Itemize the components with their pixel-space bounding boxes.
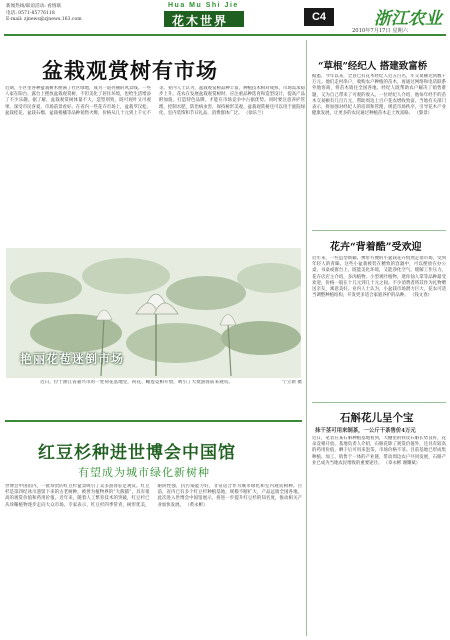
contact-line-3: E-mail: zjnews@zjnews.163.com [6,17,82,22]
paper-name: 浙江农业 [374,9,442,29]
masthead-rule [4,34,446,36]
section-title: 花木世界 [172,14,229,28]
photo-credit: 宁立新 摄 [282,380,302,385]
photo-caption [40,380,302,400]
right-bottom-headline: 石斛花儿呈个宝 [340,412,414,424]
right-divider-1 [312,230,446,231]
bottom-article-rule [5,420,302,422]
right-top-headline: “草根”经纪人 搭建致富桥 [318,61,428,72]
right-top-body [312,74,446,226]
right-mid-credit: （钱文春） [410,293,432,299]
section-pinyin: Hua Mu Shi Jie [168,2,239,9]
bottom-subhead: 有望成为城市绿化新树种 [78,466,210,479]
right-top-text: 据悉，今年以来，全县已有花木经纪人近五百名，年交易额达到数千万元。他们走村串户，收购农户种植的苗木，再通过网络和电话联系外地客商，将苗木销往全国各地。经纪人既帮助农户解决了销售难题，又为自己带来了可观的收入。一位经纪人介绍，他每年经手的苗木交易额有几百万元，帮助周边上百户花农增收致富。当地有关部门表示，将加强对经纪人的培训和管理，规范市场秩序，引导花木产业健康发展，让更多的农民通过种植苗木走上致富路。 [312,74,446,117]
bottom-article-credit: （黄永彬） [185,502,208,508]
page-code: C4 [304,8,334,26]
photo-caption-text: 近日，位于浙江省嘉兴市的一处荷花基地里，荷花、睡莲竞相开放，吸引了大批游客前来观赏。 [40,380,233,385]
date-line: 2010年7月17日 星期六 [352,28,408,34]
main-article-credit: （徐乐兰） [243,110,266,116]
contact-line-2: 电话: 0571-85776118 [6,11,55,16]
right-bottom-text: 近日，笔者在某石斛种植基地看到，大棚里的铁皮石斛长势良好，花朵竞相开放。基地负责人介绍，石斛花除了观赏价值外，还具有较高的药用价值，晒干后可用来泡茶，市场价格不菲。目前基地已形成集种植、加工、销售于一体的产业链，带动周边农户共同发展，石斛产业已成为当地农民增收的重要途径。 [312,436,446,466]
right-bottom-credit: （章永彬 谢耀斌） [383,460,421,466]
bottom-article-body [5,484,302,634]
bottom-headline: 红豆杉种进世博会中国馆 [38,443,236,463]
column-rule [306,40,307,636]
right-top-credit: （黎景） [414,111,432,117]
right-bottom-subhead: 抹干茎可用来制茶，一公斤干茶售价4万元 [315,428,416,434]
right-mid-body [312,256,446,396]
main-headline: 盆栽观赏树有市场 [42,58,218,83]
main-article-text: 近期，小区里各种盆栽树木摆满了社区绿地，成为一道亮丽的风景线。一些人家在阳台、露台上摆放盆栽观赏树，不但美化了居住环境，也给生活增添了不少乐趣。据了解，盆栽观赏树体量不大，造型别致，既可观叶又可观果，深受市民喜爱，市场前景看好。在省内一些花卉市场上，盆栽罗汉松、盆栽桂花、盆栽石榴、盆栽柑橘等品种销售火爆，价格从几十元到上千元不等。业内人士认为，盆栽观赏树品种丰富，种植技术相对成熟，市场需求稳步上升。花农在发展盆栽观赏树时，应注重品种选育和造型设计，提高产品附加值，打造特色品牌，才能在市场竞争中占据优势。同时要注意养护管理，控制水肥，防治病虫害，保持树形美观。盆栽观赏树还可以用于庭院绿化、室内装饰和节日礼品，消费群体广泛。 [5,86,305,116]
masthead [0,0,450,42]
right-mid-text: 近年来，一些造型新颖、携带方便的小盆栽花卉悄然走俏市场，受到年轻人的青睐。这些小盆栽被装在精致的容器中，可以摆放在办公桌、书桌或窗台上，既能美化环境，又能净化空气，缓解工作压力。花卉店店主介绍，多肉植物、小型观叶植物、迷你仙人掌等品种最受欢迎，价格一般在十几元到几十元之间。不少消费者将其作为礼物赠送亲友，寓意美好。业内人士认为，小盆栽市场潜力巨大，花农可适当调整种植结构，开发更多适合家庭养护的品种。 [312,256,446,299]
right-bottom-body [312,436,446,634]
right-divider-2 [312,402,446,403]
bottom-article-text: 世博会中国馆内，一批珍贵的红豆杉盆景吸引了众多游客驻足观赏。红豆杉是第四纪冰川遗留下来的古老树种，被誉为植物界的“大熊猫”，具有很高的观赏价值和药用价值。近年来，随着人工繁育技术的突破，红豆杉已从珍稀植物逐步走向大众市场。专家表示，红豆杉四季常青，树形优美，耐阴性强，抗污染能力好，非常适合作为城市绿化和室内观赏树种。目前，省内已有多个红豆杉种植基地，规模不断扩大，产品远销全国各地。此次进入世博会中国馆展示，将进一步提升红豆杉的知名度，推动相关产业加快发展。 [5,484,302,508]
lotus-photo [6,248,301,378]
right-mid-headline: 花卉“背着酷”受欢迎 [330,242,422,253]
main-article-body [5,86,305,246]
photo-caption-title: 艳丽花苞迷倒市场 [20,352,125,366]
contact-line-1: 新闻热线/联谊活动: 看情联 [6,4,62,9]
